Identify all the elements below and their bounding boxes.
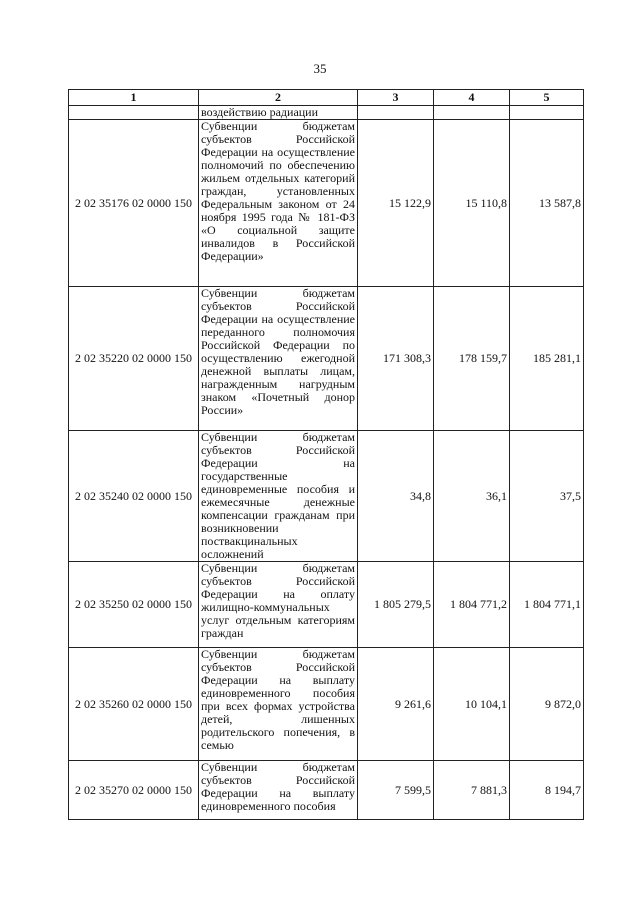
table-body — [69, 106, 584, 820]
row-description-cell: Субвенции бюджетам субъектов Российской Федерации на осуществление полномочий по обеспечению жильем отдельных категорий граждан, установленных Федеральным законом от 24 ноября 1995 года № 181-ФЗ «О социальной защите инвалидов в Российской Федерации» — [199, 120, 358, 287]
row-value-4-cell — [434, 106, 510, 120]
row-value-3-cell — [358, 106, 434, 120]
row-code-cell: 2 02 35260 02 0000 150 — [69, 648, 199, 761]
table-row — [69, 287, 584, 431]
column-header-4: 4 — [434, 90, 510, 106]
row-value-5-cell: 185 281,1 — [510, 287, 584, 431]
row-value-4-cell: 15 110,8 — [434, 120, 510, 287]
row-value-3-cell: 15 122,9 — [358, 120, 434, 287]
row-value-5-cell: 13 587,8 — [510, 120, 584, 287]
row-value-4-cell: 1 804 771,2 — [434, 562, 510, 648]
row-value-4-cell: 7 881,3 — [434, 761, 510, 820]
budget-table — [68, 89, 584, 820]
table-row — [69, 120, 584, 287]
row-code-cell: 2 02 35270 02 0000 150 — [69, 761, 199, 820]
column-header-2: 2 — [199, 90, 358, 106]
row-description-cell: Субвенции бюджетам субъектов Российской Федерации на государственные единовременные пособия и ежемесячные денежные компенсации гражданам при возникновении поствакцинальных осложнений — [199, 431, 358, 562]
row-description-cell: Субвенции бюджетам субъектов Российской Федерации на выплату единовременного пособия — [199, 761, 358, 820]
table-row — [69, 562, 584, 648]
row-description-cell: Субвенции бюджетам субъектов Российской Федерации на осуществление переданного полномочия Российской Федерации по осуществлению ежегодной денежной выплаты лицам, награжденным нагрудным знаком «Почетный донор России» — [199, 287, 358, 431]
table-row — [69, 761, 584, 820]
row-value-5-cell: 1 804 771,1 — [510, 562, 584, 648]
row-value-5-cell: 8 194,7 — [510, 761, 584, 820]
column-header-3: 3 — [358, 90, 434, 106]
table-row — [69, 648, 584, 761]
row-description-cell: Субвенции бюджетам субъектов Российской Федерации на оплату жилищно-коммунальных услуг отдельным категориям граждан — [199, 562, 358, 648]
row-value-3-cell: 1 805 279,5 — [358, 562, 434, 648]
column-header-5: 5 — [510, 90, 584, 106]
row-value-4-cell: 178 159,7 — [434, 287, 510, 431]
row-value-3-cell: 171 308,3 — [358, 287, 434, 431]
row-value-5-cell: 37,5 — [510, 431, 584, 562]
table-header — [69, 90, 584, 106]
row-code-cell: 2 02 35176 02 0000 150 — [69, 120, 199, 287]
row-code-cell: 2 02 35240 02 0000 150 — [69, 431, 199, 562]
row-description-cell: Субвенции бюджетам субъектов Российской Федерации на выплату единовременного пособия при всех формах устройства детей, лишенных родительского попечения, в семью — [199, 648, 358, 761]
row-value-3-cell: 7 599,5 — [358, 761, 434, 820]
row-code-cell: 2 02 35250 02 0000 150 — [69, 562, 199, 648]
row-value-5-cell: 9 872,0 — [510, 648, 584, 761]
row-value-4-cell: 36,1 — [434, 431, 510, 562]
column-header-1: 1 — [69, 90, 199, 106]
row-value-3-cell: 34,8 — [358, 431, 434, 562]
row-value-5-cell — [510, 106, 584, 120]
row-description-cell: воздействию радиации — [199, 106, 358, 120]
row-value-3-cell: 9 261,6 — [358, 648, 434, 761]
row-value-4-cell: 10 104,1 — [434, 648, 510, 761]
row-code-cell: 2 02 35220 02 0000 150 — [69, 287, 199, 431]
table-row — [69, 431, 584, 562]
row-code-cell — [69, 106, 199, 120]
table-row-continuation — [69, 106, 584, 120]
page-number: 35 — [313, 61, 327, 76]
